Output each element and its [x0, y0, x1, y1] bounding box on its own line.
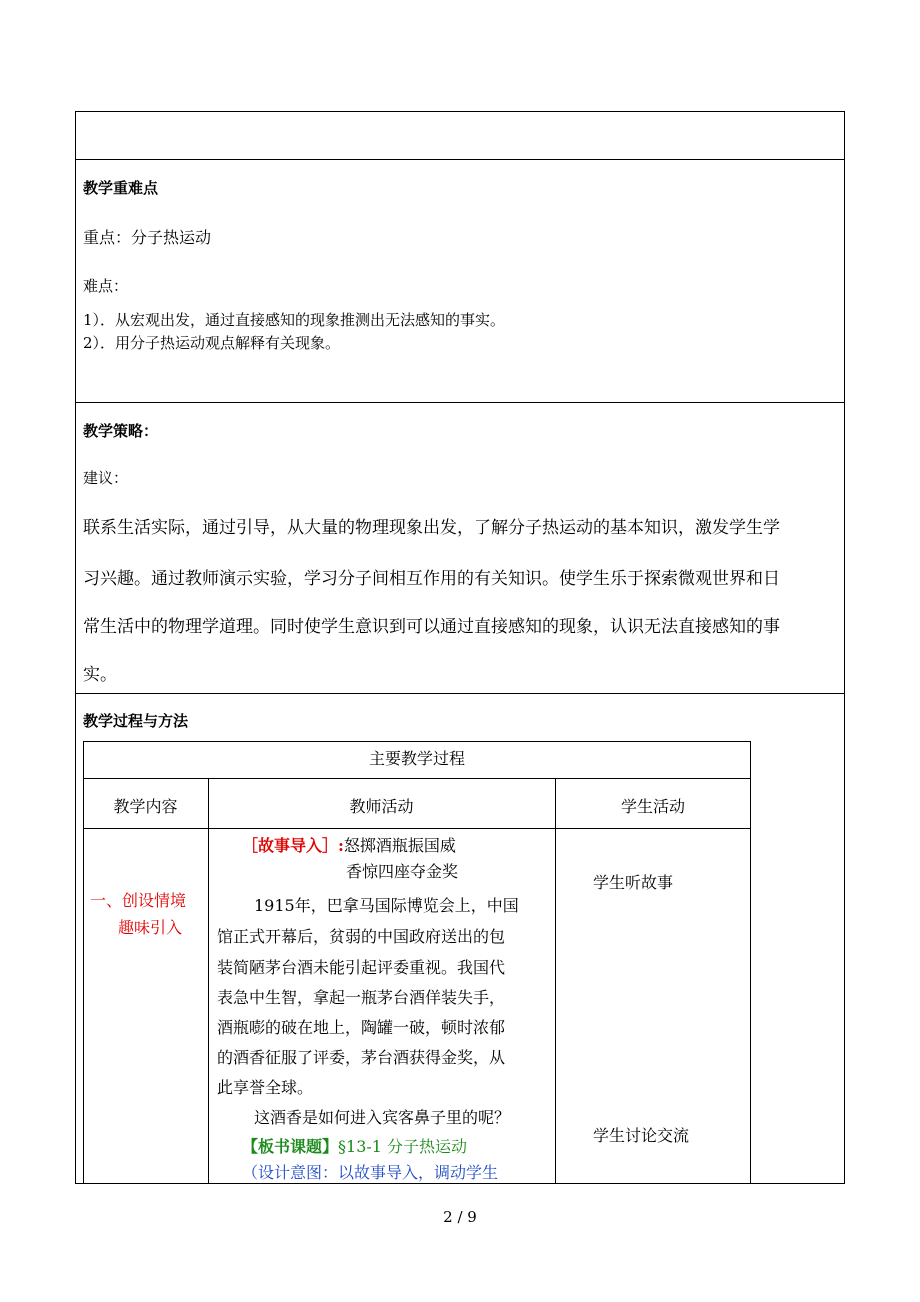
story-line: 装简陋茅台酒未能引起评委重视。我国代: [217, 958, 506, 977]
story-line: 1915年，巴拿马国际博览会上，中国: [254, 896, 519, 915]
row-divider: [76, 402, 844, 403]
difficulty-item: 1）．从宏观出发，通过直接感知的现象推测出无法感知的事实。: [83, 311, 506, 329]
strategy-line: 习兴趣。通过教师演示实验，学习分子间相互作用的有关知识。使学生乐于探索微观世界和日: [83, 569, 780, 589]
story-title-1: 怒掷酒瓶振国威: [343, 836, 456, 855]
student-activity: 学生讨论交流: [593, 1126, 690, 1145]
board-text: §13-1 分子热运动: [338, 1137, 468, 1156]
content-stage-title: 一、创设情境: [90, 891, 187, 910]
difficulty-heading: 教学重难点: [83, 179, 159, 197]
row-divider: [84, 778, 750, 779]
column-header-teacher: 教师活动: [349, 797, 414, 816]
story-line: 表急中生智，拿起一瓶茅台酒佯装失手，: [217, 988, 506, 1007]
story-line: 此享誉全球。: [217, 1078, 314, 1097]
strategy-line: 实。: [83, 665, 117, 685]
table-title: 主要教学过程: [368, 749, 465, 768]
story-title-2: 香惊四座夺金奖: [346, 862, 459, 881]
design-note: （设计意图：以故事导入，调动学生: [242, 1163, 499, 1182]
process-heading: 教学过程与方法: [83, 712, 189, 730]
page-number: 2 / 9: [443, 1208, 477, 1226]
story-heading: [242, 833, 456, 856]
content-stage-subtitle: 趣味引入: [118, 918, 183, 937]
difficulty-label: 难点：: [83, 277, 129, 295]
column-divider: [555, 778, 556, 1184]
column-header-content: 教学内容: [113, 797, 178, 816]
difficulty-item: 2）．用分子热运动观点解释有关现象。: [83, 334, 341, 352]
story-line: 馆正式开幕后，贫弱的中国政府送出的包: [217, 927, 506, 946]
teacher-question: 这酒香是如何进入宾客鼻子里的呢？: [254, 1108, 511, 1127]
row-divider: [76, 159, 844, 160]
column-header-student: 学生活动: [620, 797, 685, 816]
story-line: 的酒香征服了评委，茅台酒获得金奖，从: [217, 1048, 506, 1067]
student-activity: 学生听故事: [593, 873, 674, 892]
row-divider: [84, 828, 750, 829]
strategy-line: 联系生活实际，通过引导，从大量的物理现象出发，了解分子热运动的基本知识，激发学生学: [83, 518, 780, 538]
suggestion-label: 建议：: [83, 469, 129, 487]
focus-point: 重点：分子热运动: [83, 228, 212, 247]
board-title: [242, 1134, 467, 1157]
story-line: 酒瓶嘭的破在地上，陶罐一破，顿时浓郁: [217, 1018, 506, 1037]
strategy-heading: 教学策略：: [83, 422, 159, 440]
story-tag: ［故事导入］:: [242, 836, 344, 855]
strategy-line: 常生活中的物理学道理。同时使学生意识到可以通过直接感知的现象，认识无法直接感知的事: [83, 617, 780, 637]
board-tag: 【板书课题】: [242, 1137, 339, 1156]
column-divider: [208, 778, 209, 1184]
row-divider: [76, 693, 844, 694]
